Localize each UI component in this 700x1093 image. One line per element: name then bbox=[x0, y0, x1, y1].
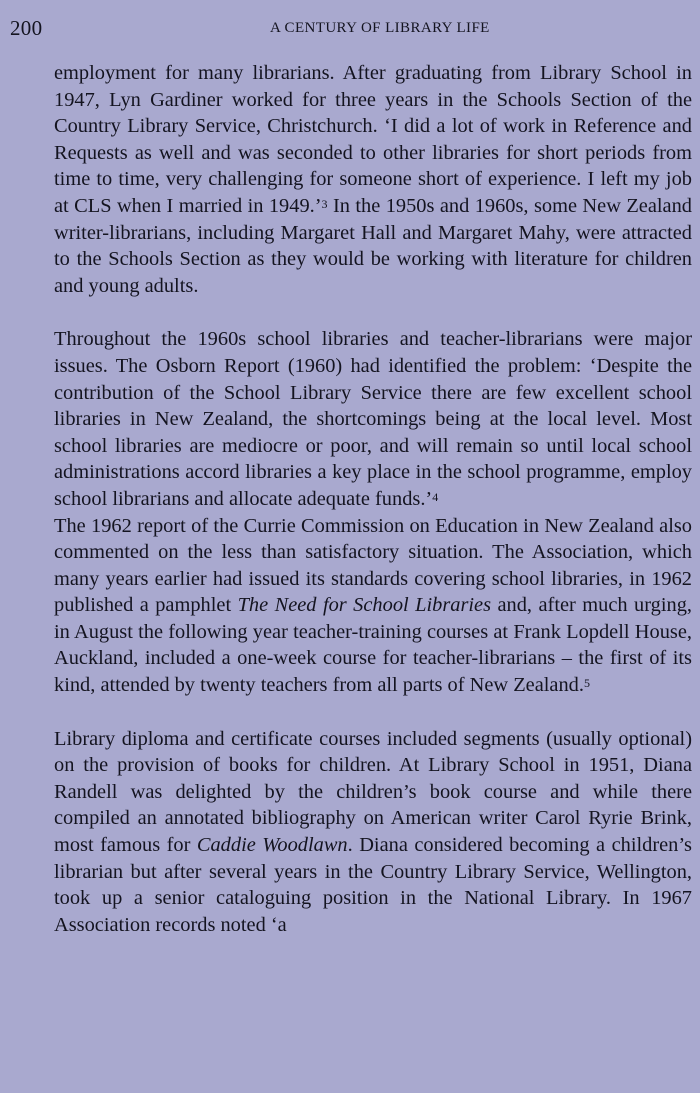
book-title: Caddie Woodlawn bbox=[196, 834, 348, 857]
paragraph-text: Throughout the 1960s school libraries and teacher-librarians were major issues. The Osborn Report (1960) had identified the problem: ‘Despite the contribution of the School Library Service there are few excellent school libraries in New Zealand, the shortcomings being at the local level. Most school libraries are mediocre or poor, and will remain so until local school administrations accord libraries a key place in the school programme, employ school librarians and allocate adequate funds.’ bbox=[54, 328, 692, 510]
footnote-marker: 5 bbox=[583, 676, 590, 691]
paragraph-text: employment for many librarians. After graduating from Library School in 1947, Lyn Gardiner worked for three years in the Schools Section of the Country Library Service, Christchurch. ‘I did a lot of work in Reference and Requests as well and was seconded to other libraries for short periods from time to time, very challenging for someone short of experience. I left my job at CLS when I married in 1949.’ bbox=[54, 62, 692, 217]
page-number: 200 bbox=[10, 16, 43, 40]
paragraph-text: In the 1950s and 1960s, some New Zealand writer-librarians, including Margaret Hall and Margaret Mahy, were attracted to the Schools Section as they would be working with literature for children and young adults. bbox=[54, 194, 692, 297]
paragraph-2 bbox=[54, 326, 692, 512]
paragraph-text: and, after much urging, in August the following year teacher-training courses at Frank Lopdell House, Auckland, included a one-week course for teacher-librarians – the first of its kind, attended by twenty teachers from all parts of New Zealand. bbox=[54, 594, 692, 697]
paragraph-1 bbox=[54, 60, 692, 299]
running-title: A CENTURY OF LIBRARY LIFE bbox=[270, 20, 490, 36]
paragraph-3 bbox=[54, 513, 692, 699]
paragraph-text: . Diana considered becoming a children’s librarian but after several years in the Country Library Service, Wellington, took up a senior cataloguing position in the National Library. In 1967 Association records noted ‘a bbox=[54, 834, 692, 936]
body-text bbox=[54, 60, 692, 938]
paragraph-4 bbox=[54, 726, 692, 939]
paragraph-text: Library diploma and certificate courses included segments (usually optional) on the provision of books for children. At Library School in 1951, Diana Randell was delighted by the children’s book course and while there compiled an annotated bibliography on American writer Carol Ryrie Brink, most famous for bbox=[54, 727, 692, 857]
book-title: The Need for School Libraries bbox=[237, 594, 492, 617]
footnote-marker: 3 bbox=[321, 196, 328, 211]
paragraph-text: The 1962 report of the Currie Commission on Education in New Zealand also commented on the less than satisfactory situation. The Association, which many years earlier had issued its standards covering school libraries, in 1962 published a pamphlet bbox=[54, 514, 692, 617]
footnote-marker: 4 bbox=[432, 489, 439, 504]
page-header bbox=[0, 14, 700, 44]
